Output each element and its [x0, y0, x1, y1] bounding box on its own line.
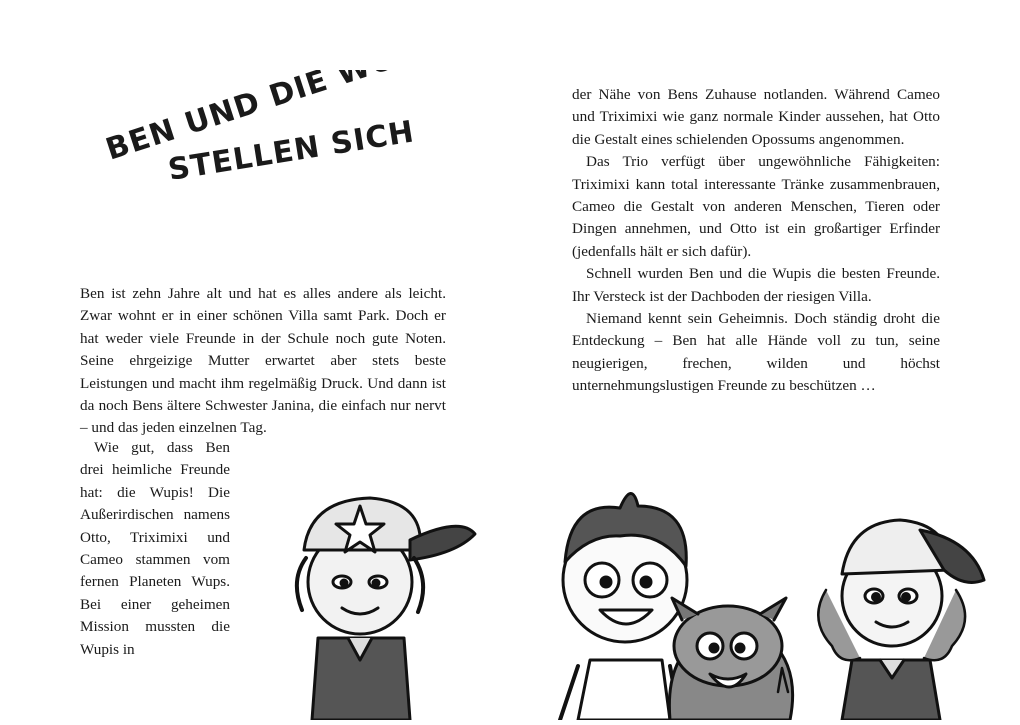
right-column-text [572, 84, 940, 398]
chapter-title [92, 70, 422, 200]
paragraph-intro: Ben ist zehn Jahre alt und hat es alles andere als leicht. Zwar wohnt er in einer schönen Villa samt Park. Doch er hat weder viele Freunde in der Schule noch gute Noten. Seine ehrgeizige Mutter erwartet aber stets beste Leistungen und macht ihm regelmäßig Druck. Und dann ist da noch Bens ältere Schwester Janina, die einfach nur nervt – und das jeden einzelnen Tag. [80, 285, 446, 437]
paragraph-abilities: Das Trio verfügt über ungewöhnliche Fähigkeiten: Triximixi kann total interessante Tränke zusammenbrauen, Cameo die Gestalt von anderen Menschen, Tieren oder Dingen annehmen, und Otto ist ein großartiger Erfinder (jedenfalls hält er sich dafür). [572, 153, 940, 260]
left-column-text [80, 283, 446, 440]
chapter-title-line2: STELLEN SICH [165, 114, 417, 188]
otto-character [669, 598, 792, 720]
triximixi-character [818, 520, 984, 720]
characters-illustration [260, 470, 1000, 720]
cameo-character [297, 498, 475, 720]
paragraph-landing: der Nähe von Bens Zuhause notlanden. Während Cameo und Triximixi wie ganz normale Kinder aussehen, hat Otto die Gestalt eines schielenden Opossums angenommen. [572, 86, 940, 148]
ben-character [560, 493, 687, 720]
paragraph-friends: Schnell wurden Ben und die Wupis die besten Freunde. Ihr Versteck ist der Dachboden der riesigen Villa. [572, 265, 940, 305]
paragraph-wupis: Wie gut, dass Ben drei heimliche Freunde hat: die Wupis! Die Außerirdischen namens Otto, Triximixi und Cameo stammen vom fernen Planeten Wups. Bei einer geheimen Mission mussten die Wupis in [80, 439, 230, 658]
paragraph-secret: Niemand kennt sein Geheimnis. Doch ständig droht die Entdeckung – Ben hat alle Hände voll zu tun, seine neugierigen, frechen, wilden und höchst unternehmungslustigen Freunde zu beschützen … [572, 310, 940, 395]
left-column-wrap-text [80, 437, 230, 661]
chapter-title-line1: BEN UND DIE WUPIS [101, 70, 422, 168]
